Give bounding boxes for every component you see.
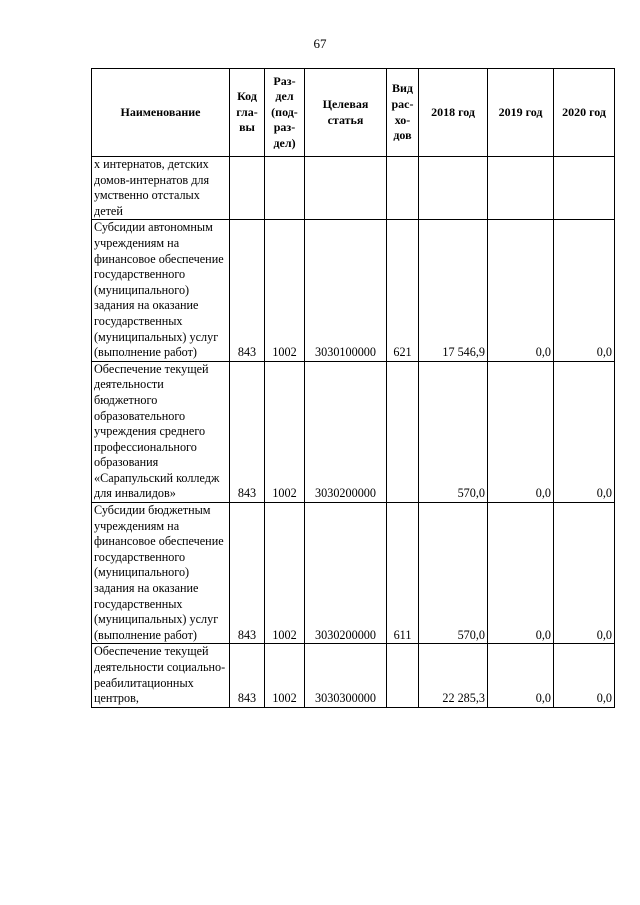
cell-name: Субсидии бюджетным учреждениям на финансовое обеспечение государственного (муниципального) задания на оказание государственных (муниципальных) услуг (выполнение работ) bbox=[92, 503, 230, 644]
header-2020: 2020 год bbox=[554, 69, 615, 157]
header-2019: 2019 год bbox=[488, 69, 554, 157]
cell-2019: 0,0 bbox=[488, 220, 554, 361]
cell-expense-type bbox=[387, 361, 419, 502]
header-2018: 2018 год bbox=[419, 69, 488, 157]
header-chapter-code: Код гла- вы bbox=[230, 69, 265, 157]
cell-2020: 0,0 bbox=[554, 503, 615, 644]
header-expense-type: Вид рас- хо- дов bbox=[387, 69, 419, 157]
cell-target bbox=[305, 157, 387, 220]
header-section: Раз- дел (под- раз- дел) bbox=[265, 69, 305, 157]
table-row bbox=[92, 157, 615, 220]
cell-expense-type bbox=[387, 644, 419, 707]
cell-2018: 17 546,9 bbox=[419, 220, 488, 361]
table-row bbox=[92, 220, 615, 361]
cell-chapter: 843 bbox=[230, 220, 265, 361]
cell-expense-type: 611 bbox=[387, 503, 419, 644]
cell-name: х интернатов, детских домов-интернатов для умственно отсталых детей bbox=[92, 157, 230, 220]
table-row bbox=[92, 361, 615, 502]
page-number: 67 bbox=[313, 36, 327, 51]
cell-target: 3030200000 bbox=[305, 503, 387, 644]
cell-chapter bbox=[230, 157, 265, 220]
cell-2020: 0,0 bbox=[554, 361, 615, 502]
cell-2020: 0,0 bbox=[554, 220, 615, 361]
cell-2019: 0,0 bbox=[488, 644, 554, 707]
cell-chapter: 843 bbox=[230, 644, 265, 707]
cell-chapter: 843 bbox=[230, 361, 265, 502]
cell-chapter: 843 bbox=[230, 503, 265, 644]
cell-expense-type: 621 bbox=[387, 220, 419, 361]
cell-section: 1002 bbox=[265, 503, 305, 644]
cell-section: 1002 bbox=[265, 361, 305, 502]
cell-2018: 570,0 bbox=[419, 361, 488, 502]
header-row bbox=[92, 69, 615, 157]
cell-section: 1002 bbox=[265, 220, 305, 361]
cell-2018: 22 285,3 bbox=[419, 644, 488, 707]
cell-2020: 0,0 bbox=[554, 644, 615, 707]
cell-name: Субсидии автономным учреждениям на финансовое обеспечение государственного (муниципального) задания на оказание государственных (муниципальных) услуг (выполнение работ) bbox=[92, 220, 230, 361]
cell-2018: 570,0 bbox=[419, 503, 488, 644]
table-row bbox=[92, 503, 615, 644]
cell-2019: 0,0 bbox=[488, 503, 554, 644]
cell-target: 3030200000 bbox=[305, 361, 387, 502]
cell-2019 bbox=[488, 157, 554, 220]
cell-2019: 0,0 bbox=[488, 361, 554, 502]
cell-target: 3030300000 bbox=[305, 644, 387, 707]
header-name: Наименование bbox=[92, 69, 230, 157]
cell-expense-type bbox=[387, 157, 419, 220]
cell-2020 bbox=[554, 157, 615, 220]
cell-target: 3030100000 bbox=[305, 220, 387, 361]
table-row bbox=[92, 644, 615, 707]
cell-2018 bbox=[419, 157, 488, 220]
budget-table bbox=[91, 68, 615, 708]
cell-section bbox=[265, 157, 305, 220]
cell-name: Обеспечение текущей деятельности бюджетного образовательного учреждения среднего профессионального образования «Сарапульский колледж для инвалидов» bbox=[92, 361, 230, 502]
cell-name: Обеспечение текущей деятельности социально-реабилитационных центров, bbox=[92, 644, 230, 707]
header-target-article: Целевая статья bbox=[305, 69, 387, 157]
cell-section: 1002 bbox=[265, 644, 305, 707]
